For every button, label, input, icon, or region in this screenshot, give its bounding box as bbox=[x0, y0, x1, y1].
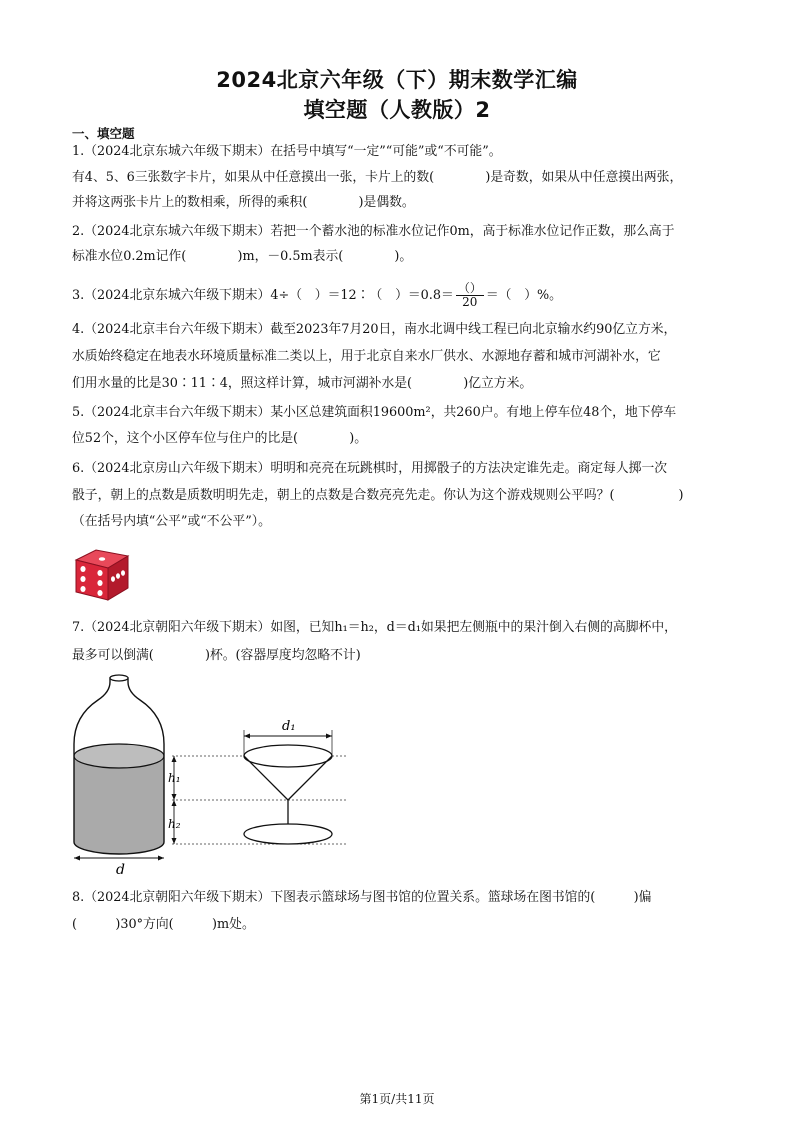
label-d1: d₁ bbox=[282, 719, 296, 734]
bottle-and-goblet-figure bbox=[64, 670, 364, 880]
q3-line bbox=[72, 282, 732, 309]
q1-line-1: 1.（2024北京东城六年级下期末）在括号中填写“一定”“可能”或“不可能”。 bbox=[72, 144, 502, 159]
bottle-cap bbox=[110, 675, 128, 681]
q3-fraction-numerator: （） bbox=[457, 281, 482, 295]
q5-line-1: 5.（2024北京丰台六年级下期末）某小区总建筑面积19600m²，共260户。有地上停车位48个，地下停车 bbox=[72, 405, 677, 420]
liquid-surface bbox=[74, 744, 164, 768]
q3-fraction-denominator: 20 bbox=[462, 295, 478, 309]
page-title: 2024北京六年级（下）期末数学汇编 bbox=[216, 68, 578, 92]
goblet-rim bbox=[244, 745, 332, 767]
q6-line-3: （在括号内填“公平”或“不公平”）。 bbox=[72, 514, 271, 529]
q2-line-2: 标准水位0.2m记作( )m，－0.5m表示( )。 bbox=[72, 249, 413, 264]
q7-line-2: 最多可以倒满( )杯。(容器厚度均忽略不计) bbox=[72, 648, 361, 663]
label-h1: h₁ bbox=[168, 771, 181, 785]
page-footer: 第1页/共11页 bbox=[359, 1092, 435, 1106]
q3-suffix: ＝（ ）%。 bbox=[485, 288, 562, 303]
q6-line-1: 6.（2024北京房山六年级下期末）明明和亮亮在玩跳棋时，用掷骰子的方法决定谁先走。商定每人掷一次 bbox=[72, 461, 668, 476]
q8-line-1: 8.（2024北京朝阳六年级下期末）下图表示篮球场与图书馆的位置关系。篮球场在图书馆的( )偏 bbox=[72, 890, 652, 905]
q8-line-2: ( )30°方向( )m处。 bbox=[72, 917, 255, 932]
page-subtitle: 填空题（人教版）2 bbox=[303, 98, 491, 122]
section-title: 一、填空题 bbox=[72, 126, 135, 141]
q4-line-2: 水质始终稳定在地表水环境质量标准二类以上，用于北京自来水厂供水、水源地存蓄和城市河湖补水，它 bbox=[72, 349, 661, 364]
q1-line-2: 有4、5、6三张数字卡片，如果从中任意摸出一张，卡片上的数( )是奇数，如果从中任意摸出两张， bbox=[72, 170, 683, 185]
dice-icon bbox=[74, 546, 136, 602]
q3-prefix: 3.（2024北京东城六年级下期末）4÷（ ）＝12∶（ ）＝0.8＝ bbox=[72, 288, 454, 303]
goblet-base bbox=[244, 824, 332, 844]
q4-line-3: 们用水量的比是30∶11∶4，照这样计算，城市河湖补水是( )亿立方米。 bbox=[72, 376, 533, 391]
q1-line-3: 并将这两张卡片上的数相乘，所得的乘积( )是偶数。 bbox=[72, 195, 415, 210]
q6-line-2: 骰子，朝上的点数是质数明明先走，朝上的点数是合数亮亮先走。你认为这个游戏规则公平吗？( ) bbox=[72, 488, 684, 503]
q4-line-1: 4.（2024北京丰台六年级下期末）截至2023年7月20日，南水北调中线工程已向北京输水约90亿立方米， bbox=[72, 322, 677, 337]
q5-line-2: 位52个，这个小区停车位与住户的比是( )。 bbox=[72, 431, 368, 446]
label-h2: h₂ bbox=[168, 817, 181, 831]
q2-line-1: 2.（2024北京东城六年级下期末）若把一个蓄水池的标准水位记作0m，高于标准水位记作正数，那么高于 bbox=[72, 224, 675, 239]
q3-fraction bbox=[456, 282, 484, 309]
q7-line-1: 7.（2024北京朝阳六年级下期末）如图，已知h₁＝h₂，d＝d₁如果把左侧瓶中的果汁倒入右侧的高脚杯中， bbox=[72, 620, 677, 635]
label-d: d bbox=[116, 862, 125, 878]
